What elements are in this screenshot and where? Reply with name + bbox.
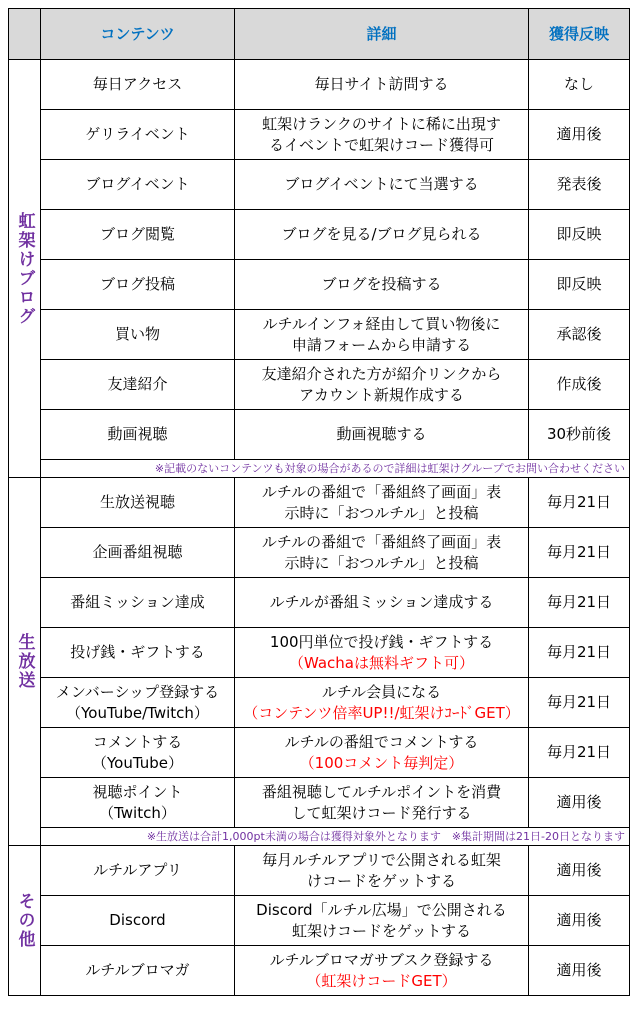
detail-cell: [235, 846, 529, 896]
content-cell: ゲリライベント: [41, 110, 235, 160]
detail-line: 申請フォームから申請する: [291, 335, 472, 354]
reflect-cell: 毎月21日: [529, 478, 630, 528]
reflect-cell: 作成後: [529, 360, 630, 410]
detail-cell: [235, 110, 529, 160]
table-row: [9, 310, 630, 360]
detail-cell: [235, 678, 529, 728]
rewards-table: [8, 8, 630, 996]
table-row: [9, 578, 630, 628]
detail-line: Discord「ルチル広場」で公開される: [256, 900, 507, 919]
category-blog: [9, 60, 41, 478]
table-row: [9, 896, 630, 946]
table-row: [9, 260, 630, 310]
reflect-cell: 適用後: [529, 946, 630, 996]
reflect-cell: 発表後: [529, 160, 630, 210]
reflect-cell: 毎月21日: [529, 678, 630, 728]
detail-line: 毎月ルチルアプリで公開される虹架: [262, 850, 501, 869]
detail-cell: [235, 478, 529, 528]
note-row: [9, 460, 630, 478]
header-detail: 詳細: [235, 9, 529, 60]
reflect-cell: 毎月21日: [529, 528, 630, 578]
table-row: [9, 728, 630, 778]
table-row: [9, 410, 630, 460]
detail-cell: [235, 778, 529, 828]
reflect-cell: 即反映: [529, 210, 630, 260]
content-cell: ブログ投稿: [41, 260, 235, 310]
detail-line: 示時に「おつルチル」と投稿: [284, 503, 479, 522]
content-cell: 投げ銭・ギフトする: [41, 628, 235, 678]
table-row: [9, 110, 630, 160]
detail-cell: [235, 728, 529, 778]
detail-line: ルチルの番組でコメントする: [284, 732, 479, 751]
detail-cell: ブログイベントにて当選する: [235, 160, 529, 210]
header-row: [9, 9, 630, 60]
detail-cell: [235, 528, 529, 578]
content-cell: 生放送視聴: [41, 478, 235, 528]
header-reflect: 獲得反映: [529, 9, 630, 60]
reflect-cell: 適用後: [529, 846, 630, 896]
content-cell: 企画番組視聴: [41, 528, 235, 578]
content-cell: 買い物: [41, 310, 235, 360]
detail-red-line: （100コメント毎判定）: [299, 753, 464, 772]
content-cell: ブログ閲覧: [41, 210, 235, 260]
table-row: [9, 628, 630, 678]
detail-cell: 毎日サイト訪問する: [235, 60, 529, 110]
blog-note: ※記載のないコンテンツも対象の場合があるので詳細は虹架けグループでお問い合わせください: [41, 460, 630, 478]
reflect-cell: 適用後: [529, 778, 630, 828]
detail-cell: [235, 896, 529, 946]
reflect-cell: 適用後: [529, 110, 630, 160]
detail-cell: 動画視聴する: [235, 410, 529, 460]
detail-line: ルチル会員になる: [321, 682, 442, 701]
content-cell: [41, 728, 235, 778]
content-line: （YouTube）: [92, 753, 183, 772]
content-line: （YouTube/Twitch）: [66, 703, 209, 722]
detail-red-line: （Wachaは無料ギフト可）: [288, 653, 474, 672]
content-cell: 友達紹介: [41, 360, 235, 410]
reflect-cell: 30秒前後: [529, 410, 630, 460]
table-row: [9, 210, 630, 260]
note-row: [9, 828, 630, 846]
detail-line: けコードをゲットする: [307, 871, 456, 890]
table-row: [9, 360, 630, 410]
detail-line: して虹架けコード発行する: [291, 803, 472, 822]
content-cell: [41, 678, 235, 728]
detail-line: 虹架けコードをゲットする: [292, 921, 471, 940]
detail-line: ルチルインフォ経由して買い物後に: [262, 314, 501, 333]
content-cell: ルチルアプリ: [41, 846, 235, 896]
category-label: 虹架けブログ: [14, 211, 35, 326]
reflect-cell: 毎月21日: [529, 728, 630, 778]
detail-cell: [235, 310, 529, 360]
detail-line: ルチルの番組で「番組終了画面」表: [261, 482, 502, 501]
table-row: [9, 778, 630, 828]
detail-line: 100円単位で投げ銭・ギフトする: [269, 632, 494, 651]
reflect-cell: 毎月21日: [529, 578, 630, 628]
detail-line: 番組視聴してルチルポイントを消費: [261, 782, 502, 801]
detail-cell: ルチルが番組ミッション達成する: [235, 578, 529, 628]
table-row: [9, 478, 630, 528]
detail-line: ルチルの番組で「番組終了画面」表: [261, 532, 502, 551]
content-line: メンバーシップ登録する: [55, 682, 220, 701]
detail-cell: ブログを見る/ブログ見られる: [235, 210, 529, 260]
detail-line: アカウント新規作成する: [299, 385, 464, 404]
live-note: ※生放送は合計1,000pt未満の場合は獲得対象外となります ※集計期間は21日-20日となります: [41, 828, 630, 846]
table-row: [9, 528, 630, 578]
content-cell: ブログイベント: [41, 160, 235, 210]
content-cell: ルチルブロマガ: [41, 946, 235, 996]
detail-cell: [235, 360, 529, 410]
header-content: コンテンツ: [41, 9, 235, 60]
table-row: [9, 678, 630, 728]
table-row: [9, 160, 630, 210]
detail-red-line: （虹架けコードGET）: [306, 971, 457, 990]
reflect-cell: 承認後: [529, 310, 630, 360]
category-label: その他: [14, 892, 35, 949]
detail-red-line: （コンテンツ倍率UP!!/虹架けｺｰﾄﾞGET）: [243, 703, 520, 722]
reflect-cell: 毎月21日: [529, 628, 630, 678]
detail-cell: [235, 628, 529, 678]
detail-line: るイベントで虹架けコード獲得可: [268, 135, 494, 154]
reflect-cell: 即反映: [529, 260, 630, 310]
reflect-cell: 適用後: [529, 896, 630, 946]
detail-line: 虹架けランクのサイトに稀に出現す: [262, 114, 501, 133]
content-cell: [41, 778, 235, 828]
category-live: [9, 478, 41, 846]
content-cell: 動画視聴: [41, 410, 235, 460]
content-line: 視聴ポイント: [92, 782, 183, 801]
content-cell: Discord: [41, 896, 235, 946]
table-row: [9, 60, 630, 110]
category-label: 生放送: [14, 633, 35, 690]
detail-cell: ブログを投稿する: [235, 260, 529, 310]
table-row: [9, 846, 630, 896]
header-corner: [9, 9, 41, 60]
detail-line: ルチルブロマガサブスク登録する: [269, 950, 494, 969]
content-cell: 毎日アクセス: [41, 60, 235, 110]
detail-line: 示時に「おつルチル」と投稿: [284, 553, 479, 572]
detail-line: 友達紹介された方が紹介リンクから: [261, 364, 502, 383]
content-cell: 番組ミッション達成: [41, 578, 235, 628]
content-line: （Twitch）: [99, 803, 176, 822]
reflect-cell: なし: [529, 60, 630, 110]
table-row: [9, 946, 630, 996]
detail-cell: [235, 946, 529, 996]
category-other: [9, 846, 41, 996]
content-line: コメントする: [92, 732, 183, 751]
